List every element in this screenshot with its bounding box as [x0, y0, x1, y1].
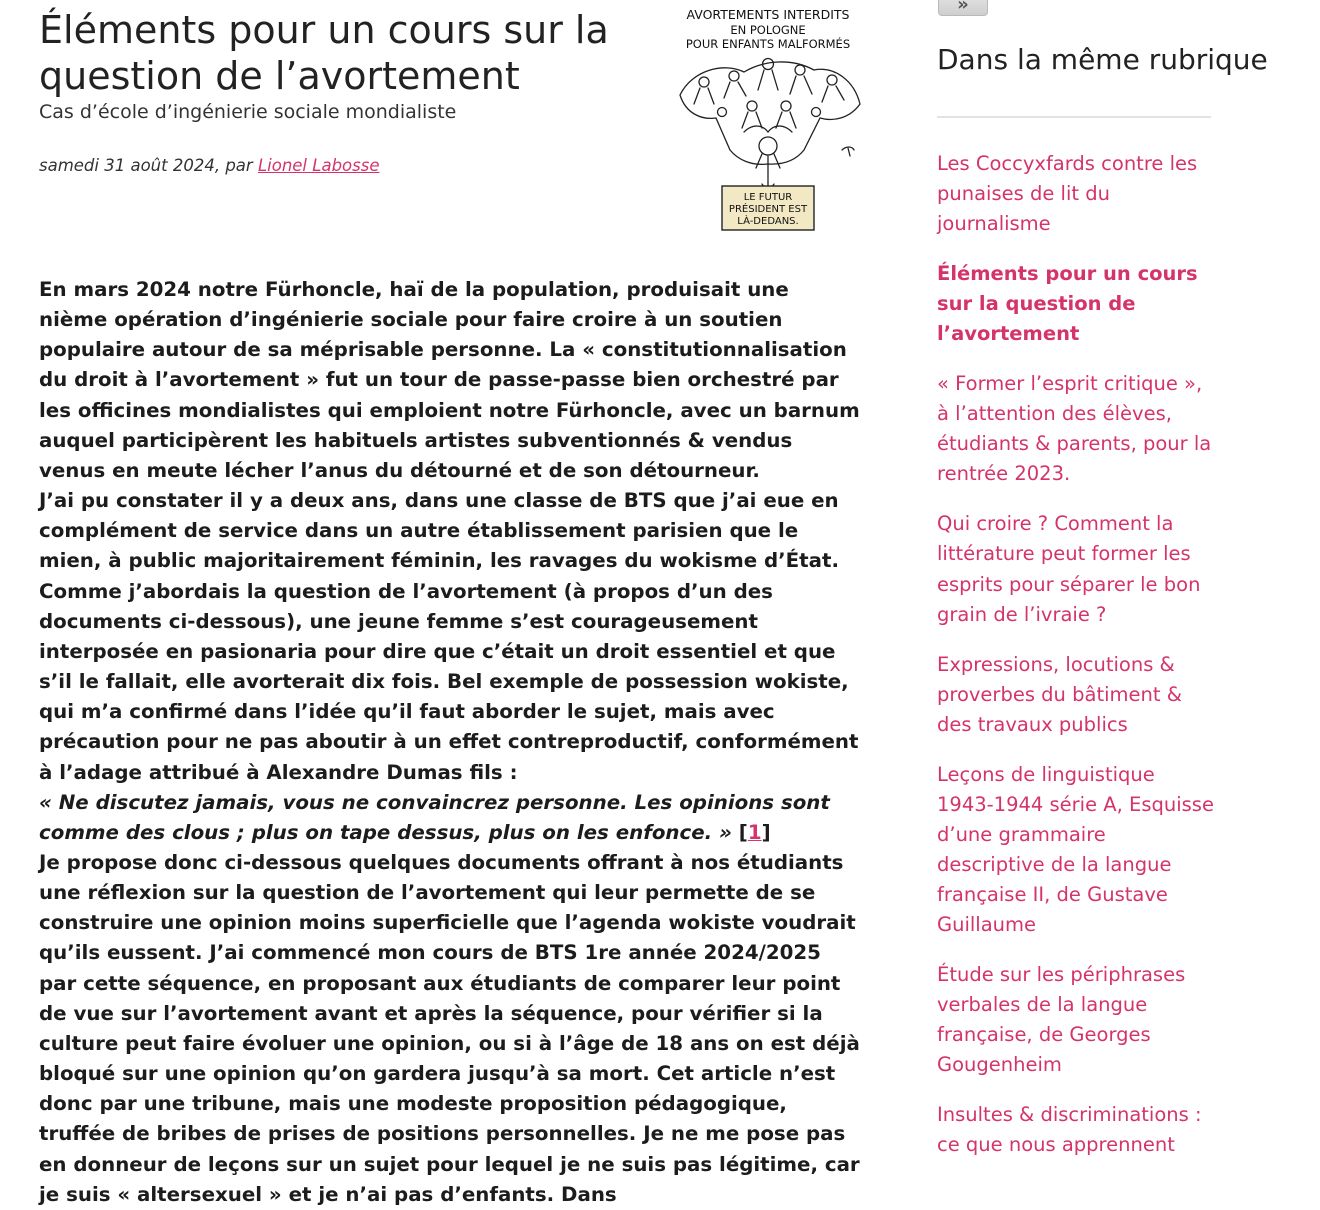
sidebar-item-periphrases-verbales[interactable]: Étude sur les périphrases verbales de la langue française, de Georges Gougenheim: [937, 962, 1186, 1077]
sidebar-item-coccyxfards[interactable]: Les Coccyxfards contre les punaises de lit du journalisme: [937, 152, 1198, 236]
article-date: samedi 31 août 2024, par: [39, 156, 258, 175]
sidebar-title: Dans la même rubrique: [937, 43, 1268, 76]
cartoon-sign-line-1: LE FUTUR: [743, 192, 793, 203]
article-body: [39, 275, 863, 1210]
article-paragraph-2: J’ai pu constater il y a deux ans, dans une classe de BTS que j’ai eue en complément de service dans un autre établissement parisien que le mien, à public majoritairement féminin, les ravages du wokisme d’État. Comme j’abordais la question de l’avortement (à propos d’un des documents ci-dessous), une jeune femme s’est courageusement interposée en pasionaria pour dire que c’était un droit essentiel et que s’il le fallait, elle avorterait dix fois. Bel exemple de possession wokiste, qui m’a confirmé dans l’idée qu’il faut aborder le sujet, mais avec précaution pour ne pas aboutir à un effet contreproductif, conformément à l’adage attribué à Alexandre Dumas fils :: [39, 489, 859, 784]
footnote-open: [: [731, 820, 748, 844]
article-paragraph-1: En mars 2024 notre Fürhoncle, haï de la population, produisait une nième opération d’ingénierie sociale pour faire croire à un soutien populaire autour de sa méprisable personne. La « constitutionnalisation du droit à l’avortement » fut un tour de passe-passe bien orchestré par les officines mondialistes qui emploient notre Fürhoncle, avec un barnum auquel participèrent les habituels artistes subventionnés & vendus venus en meute lécher l’anus du détourné et de son détourneur.: [39, 278, 860, 482]
sidebar-item-insultes[interactable]: Insultes & discriminations : ce que nous apprennent: [937, 1103, 1202, 1157]
article-title: Éléments pour un cours sur la question de l’avortement: [39, 8, 609, 98]
pagination-next-button[interactable]: »: [938, 0, 988, 16]
sidebar-divider: [937, 116, 1211, 118]
sidebar-item-expressions-btp[interactable]: Expressions, locutions & proverbes du bâtiment & des travaux publics: [937, 652, 1182, 736]
article-byline: [39, 154, 379, 178]
sidebar-item-esprit-critique[interactable]: « Former l’esprit critique », à l’attention des élèves, étudiants & parents, pour la rentrée 2023.: [937, 372, 1212, 486]
sidebar-item-avortement[interactable]: Éléments pour un cours sur la question de l’avortement: [937, 262, 1198, 346]
cartoon-illustration: [664, 0, 872, 240]
cartoon-top-line-3: POUR ENFANTS MALFORMÉS: [685, 37, 851, 51]
article-quote: [39, 788, 863, 848]
footnote-close: ]: [761, 820, 771, 844]
article-subtitle: Cas d’école d’ingénierie sociale mondialiste: [39, 101, 457, 123]
author-link[interactable]: Lionel Labosse: [257, 156, 380, 175]
cartoon-top-line-1: AVORTEMENTS INTERDITS: [686, 7, 850, 22]
sidebar-article-list: [937, 149, 1217, 1180]
sidebar-item-lecons-linguistique[interactable]: Leçons de linguistique 1943-1944 série A, Esquisse d’une grammaire descriptive de la langue française II, de Gustave Guillaume: [937, 762, 1214, 937]
cartoon-top-line-2: EN POLOGNE: [730, 23, 806, 37]
cartoon-sign-line-2: PRÉSIDENT EST: [728, 204, 808, 215]
cartoon-sign-line-3: LÀ-DEDANS.: [737, 216, 799, 227]
dumas-quote: « Ne discutez jamais, vous ne convaincrez personne. Les opinions sont comme des clous ; plus on tape dessus, plus on les enfonce. »: [39, 790, 830, 844]
sidebar-item-qui-croire[interactable]: Qui croire ? Comment la littérature peut former les esprits pour séparer le bon grain de l’ivraie ?: [937, 512, 1201, 626]
article-paragraph-3: Je propose donc ci-dessous quelques documents offrant à nos étudiants une réflexion sur la question de l’avortement qui leur permette de se construire une opinion moins superficielle que l’agenda wokiste voudrait qu’ils eussent. J’ai commencé mon cours de BTS 1re année 2024/2025 par cette séquence, en proposant aux étudiants de comparer leur point de vue sur l’avortement avant et après la séquence, pour vérifier si la culture peut faire évoluer une opinion, ou si à l’âge de 18 ans on est déjà bloqué sur une opinion qu’on gardera jusqu’à sa mort. Cet article n’est donc par une tribune, mais une modeste proposition pédagogique, truffée de bribes de prises de positions personnelles. Je ne me pose pas en donneur de leçons sur un sujet pour lequel je ne suis pas légitime, car je suis « altersexuel » et je n’ai pas d’enfants. Dans: [39, 850, 860, 1206]
footnote-link[interactable]: 1: [747, 820, 762, 844]
